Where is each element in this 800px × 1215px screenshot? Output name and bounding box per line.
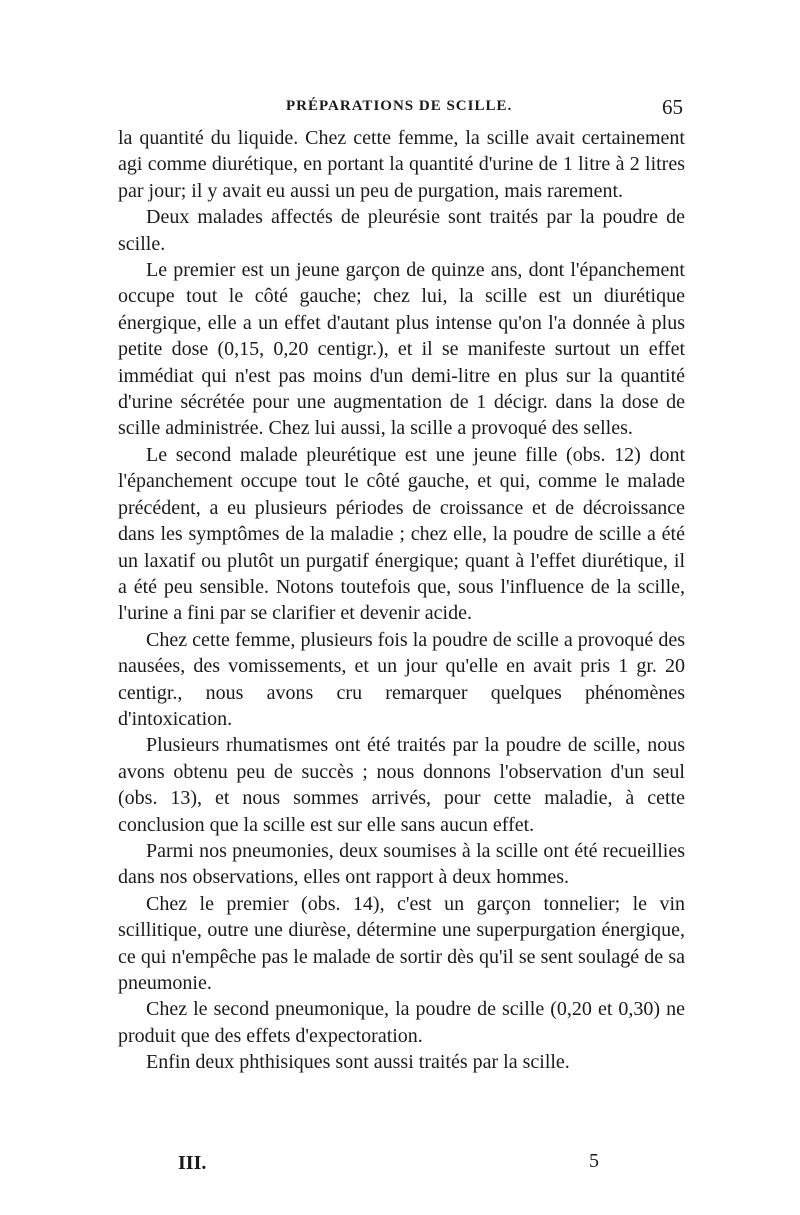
signature-mark: III. bbox=[178, 1152, 207, 1174]
paragraph-continuation: la quantité du liquide. Chez cette femme, la scille avait certainement agi comme diurétique, en portant la quantité d'urine de 1 litre à 2 litres par jour; il y avait eu aussi un peu de purgation, mais rarement. bbox=[118, 127, 685, 202]
sheet-number: 5 bbox=[589, 1150, 599, 1172]
running-title: PRÉPARATIONS DE SCILLE. bbox=[286, 98, 513, 114]
page-number: 65 bbox=[662, 95, 683, 119]
paragraph-first-patient: Le premier est un jeune garçon de quinze ans, dont l'épanchement occupe tout le côté gauche; chez lui, la scille est un diurétique énergique, elle a un effet d'autant plus intense qu'on l'a donnée à plus petite dose (0,15, 0,20 centigr.), et il se manifeste surtout un effet immédiat qui n'est pas moins d'un demi-litre en plus sur la quantité d'urine sécrétée pour une augmentation de 1 décigr. dans la dose de scille administrée. Chez lui aussi, la scille a provoqué des selles. bbox=[118, 259, 685, 440]
paragraph-first-pneumonia: Chez le premier (obs. 14), c'est un garçon tonnelier; le vin scillitique, outre une diurèse, détermine une superpurgation énergique, ce qui n'empêche pas le malade de sortir dès qu'il se sent soulagé de sa pneumonie. bbox=[118, 892, 685, 994]
paragraph-second-patient: Le second malade pleurétique est une jeune fille (obs. 12) dont l'épanchement occupe tout le côté gauche, et qui, comme le malade précédent, a eu plusieurs périodes de croissance et de décroissance dans les symptômes de la maladie ; chez elle, la poudre de scille a été un laxatif ou plutôt un purgatif énergique; quant à l'effet diurétique, il a été peu sensible. Notons toutefois que, sous l'influence de la scille, l'urine a fini par se clarifier et devenir acide. bbox=[118, 443, 685, 625]
paragraph-rheumatism: Plusieurs rhumatismes ont été traités par la poudre de scille, nous avons obtenu peu de succès ; nous donnons l'observation d'un seul (obs. 13), et nous sommes arrivés, pour cette maladie, à cette conclusion que la scille est sur elle sans aucun effet. bbox=[118, 734, 685, 836]
paragraph-phthisis: Enfin deux phthisiques sont aussi traités par la scille. bbox=[146, 1051, 570, 1074]
paragraph-intoxication: Chez cette femme, plusieurs fois la poudre de scille a provoqué des nausées, des vomissements, et un jour qu'elle en avait pris 1 gr. 20 centigr., nous avons cru remarquer quelques phénomènes d'intoxication. bbox=[118, 628, 685, 730]
page-footer bbox=[118, 1152, 685, 1180]
body-text bbox=[118, 125, 685, 1076]
paragraph-pleurisy-intro: Deux malades affectés de pleurésie sont traités par la poudre de scille. bbox=[118, 206, 685, 255]
paragraph-second-pneumonia: Chez le second pneumonique, la poudre de scille (0,20 et 0,30) ne produit que des effets d'expectoration. bbox=[118, 998, 685, 1047]
paragraph-pneumonia: Parmi nos pneumonies, deux soumises à la scille ont été recueillies dans nos observations, elles ont rapport à deux hommes. bbox=[118, 839, 685, 889]
running-head bbox=[118, 95, 685, 122]
